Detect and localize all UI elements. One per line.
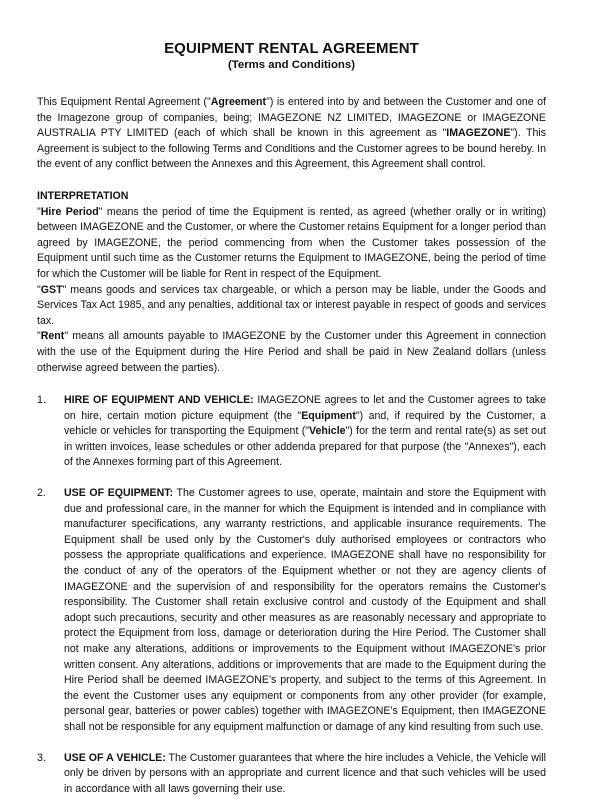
clause-hire-of-equipment: [37, 393, 546, 471]
intro-text-1: This Equipment Rental Agreement (": [37, 96, 211, 108]
clause-heading: HIRE OF EQUIPMENT AND VEHICLE:: [64, 394, 254, 407]
definition-hire-period: [37, 205, 546, 283]
intro-text-3: "). This Agreement is subject to the following Terms and Conditions and the Customer agrees to be bound hereby. In the event of any conflict between the Annexes and this Agreement, this Agreement shall control.: [37, 127, 546, 171]
clause-text: IMAGEZONE agrees to let and the Customer agrees to take on hire, certain motion picture equipment (the ": [64, 394, 546, 422]
clause-text: The Customer guarantees that where the hire includes a Vehicle, the Vehicle will only be driven by persons with an appropriate and current licence and that such vehicles will be used in accordance with all laws governing their use.: [64, 751, 546, 795]
definition-gst: [37, 283, 546, 330]
definition-text: " means the period of time the Equipment is rented, as agreed (whether orally or in writing) between IMAGEZONE and the Customer, or where the Customer retains Equipment for a longer period than agreed by IMAGEZONE, the period commencing from when the Customer takes possession of the Equipment until such time as the Customer returns the Equipment to IMAGEZONE, being the period of time for which the Customer will be liable for Rent in respect of the Equipment.: [37, 205, 546, 280]
clause-body: [64, 393, 546, 471]
document-subtitle: (Terms and Conditions): [228, 59, 355, 71]
definition-text: " means goods and services tax chargeable, or which a person may be liable, under the Goods and Services Tax Act 1985, and any penalties, additional tax or interest payable in respect of goods and services tax.: [37, 283, 546, 327]
clause-term-equipment: Equipment: [301, 409, 356, 422]
clause-number: 2.: [37, 487, 46, 500]
definition-text: " means all amounts payable to IMAGEZONE by the Customer under this Agreement in connection with the use of the Equipment during the Hire Period and shall be paid in New Zealand dollars (unless otherwise agreed between the parties).: [37, 330, 546, 374]
clause-text: ") and, if required by the Customer, a vehicle or vehicles for transporting the Equipment (": [64, 409, 546, 438]
clause-number: 3.: [37, 751, 46, 764]
quote-mark: ": [37, 330, 41, 343]
definition-term: GST: [40, 283, 63, 296]
clause-use-of-vehicle: [37, 751, 546, 797]
intro-paragraph: [37, 95, 546, 173]
definition-term: Rent: [40, 330, 65, 343]
definition-term: Hire Period: [40, 205, 99, 218]
clause-body: [64, 751, 546, 797]
clause-heading: USE OF EQUIPMENT:: [64, 487, 174, 500]
quote-mark: ": [37, 283, 41, 296]
clause-use-of-equipment: [37, 486, 546, 736]
clause-body: [64, 486, 546, 736]
interpretation-heading: INTERPRETATION: [37, 189, 129, 202]
intro-term-agreement: Agreement: [210, 96, 267, 108]
quote-mark: ": [37, 205, 41, 218]
document-title: EQUIPMENT RENTAL AGREEMENT: [164, 40, 419, 57]
intro-text-2: ") is entered into by and between the Customer and one of the Imagezone group of companies, being; IMAGEZONE NZ LIMITED, IMAGEZONE or IMAGEZONE AUSTRALIA PTY LIMITED (each of which shall be known in this agreement as ": [37, 96, 546, 140]
clause-heading: USE OF A VEHICLE:: [64, 751, 166, 764]
clause-term-vehicle: Vehicle: [309, 425, 346, 438]
definition-rent: [37, 329, 546, 376]
intro-term-imagezone: IMAGEZONE: [446, 127, 511, 140]
clause-text: The Customer agrees to use, operate, maintain and store the Equipment with due and professional care, in the manner for which the Equipment is intended and in compliance with manufacturer specifications, any warranty restrictions, and applicable insurance requirements. The Equipment shall be used only by the Customer's duly authorised employees or contractors who possess the appropriate qualifications and experience. IMAGEZONE shall have no responsibility for the conduct of any of the operators of the Equipment whether or not they are agency clients of IMAGEZONE and the supervision of and responsibility for the operators remains the Customer's responsibility. The Customer shall retain exclusive control and custody of the Equipment and shall adopt such precautions, security and other measures as are reasonably necessary and appropriate to protect the Equipment from loss, damage or deterioration during the Hire Period. The Customer shall not make any alterations, additions or improvements to the Equipment without IMAGEZONE's prior written consent. Any alterations, additions or improvements that are made to the Equipment during the Hire Period shall be deemed IMAGEZONE's property, and subject to the terms of this Agreement. In the event the Customer uses any equipment or components from any other provider (for example, personal gear, batteries or power cables) together with IMAGEZONE's Equipment, then IMAGEZONE shall not be responsible for any equipment malfunction or damage of any kind resulting from such use.: [64, 487, 547, 733]
clause-text: ") for the term and rental rate(s) as set out in written invoices, lease schedules or other addenda prepared for that purpose (the "Annexes"), each of the Annexes forming part of this Agreement.: [64, 425, 546, 469]
clause-number: 1.: [37, 394, 46, 407]
